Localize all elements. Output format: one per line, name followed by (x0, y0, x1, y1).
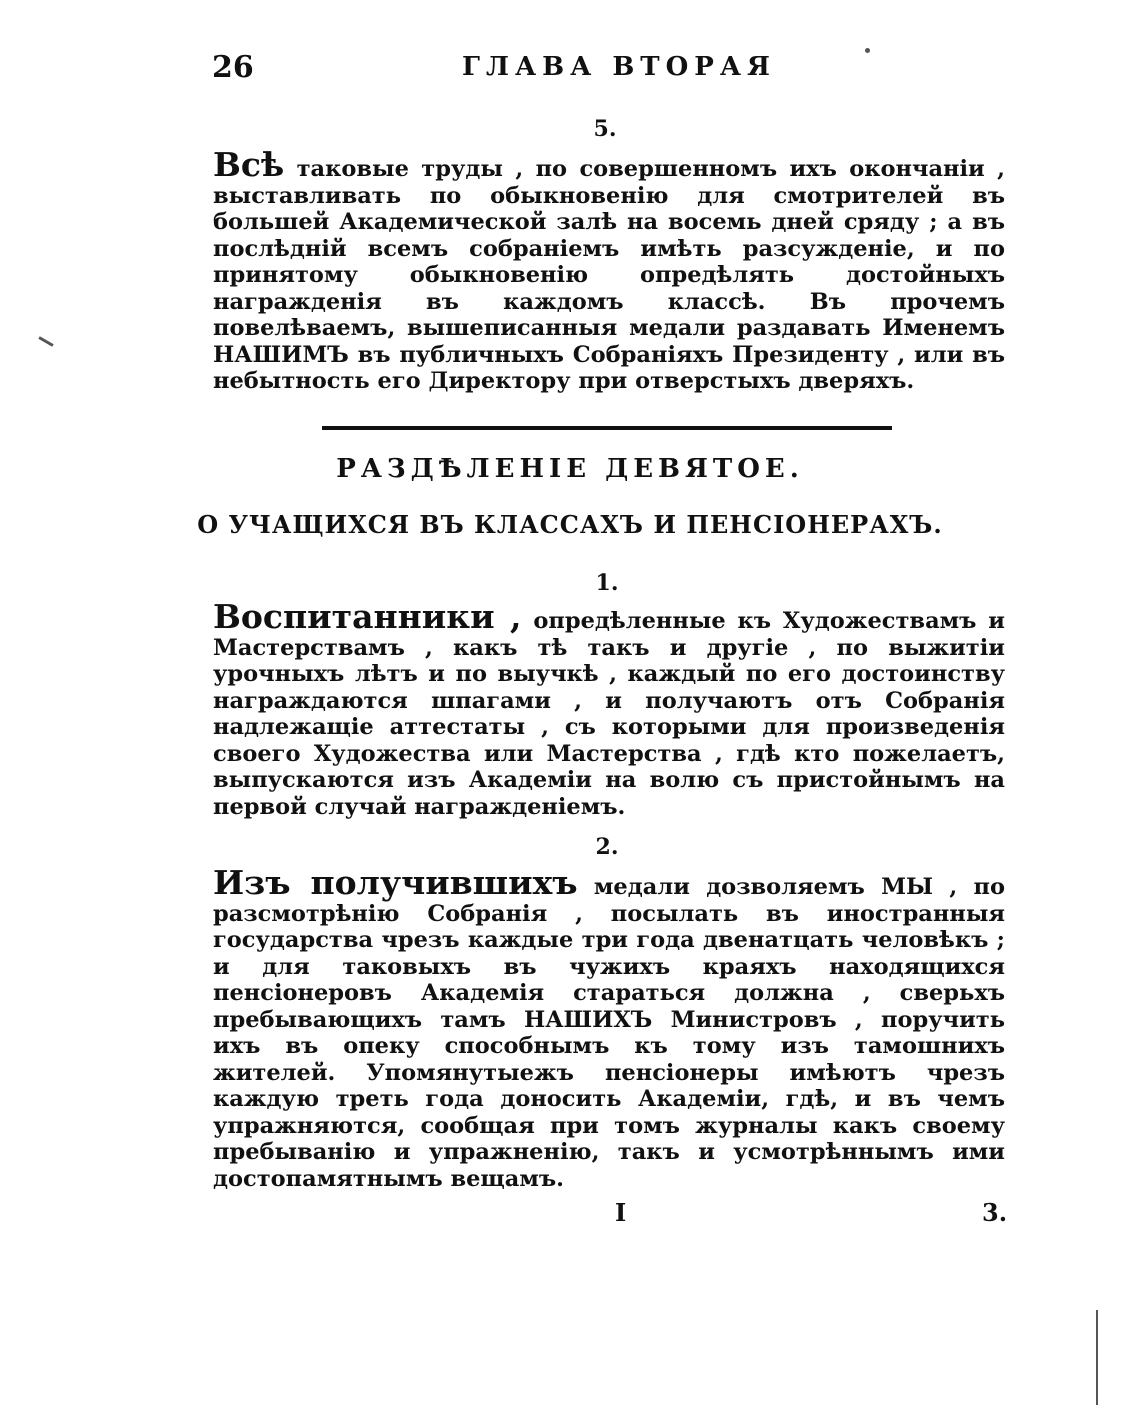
division-title: РАЗДѢЛЕНIЕ ДЕВЯТОЕ. (336, 454, 804, 484)
paragraph-lead-word: Воспитанники , (213, 597, 522, 636)
page-number: 26 (212, 50, 254, 85)
paragraph-lead-word: Изъ получившихъ (213, 863, 578, 902)
paragraph-section-1 (213, 597, 1005, 820)
catchword: 3. (982, 1198, 1008, 1227)
paragraph-lead-word: Всѣ (213, 145, 285, 184)
ink-speck (1096, 1310, 1098, 1405)
paragraph-text: опредѣленные къ Художествамъ и Мастерствамъ , какъ тѣ такъ и другiе , по выжитiи урочныхъ лѣтъ и по выучкѣ , каждый по его достоинству награждаются шпагами , и получаютъ отъ Собранiя надлежащiе аттестаты , съ которыми для произведенiя своего Художества или Мастерства , гдѣ кто пожелаетъ, выпускаются изъ Академiи на волю съ пристойнымъ на первой случай награжденiемъ. (213, 608, 1005, 820)
running-head (212, 50, 1002, 95)
signature-mark: I (615, 1198, 627, 1227)
ink-speck (38, 336, 53, 347)
paragraph-text: медали дозволяемъ МЫ , по разсмотрѣнiю Собранiя , посылать въ иностранныя государства чрезъ каждые три года двенатцать человѣкъ ; и для таковыхъ въ чужихъ краяхъ находящихся пенсiонеровъ Академiя стараться должна , сверьхъ пребывающихъ тамъ НАШИХЪ Министровъ , поручить ихъ въ опеку способнымъ къ тому изъ тамошнихъ жителей. Упомянутыежъ пенсiонеры имѣютъ чрезъ каждую треть года доносить Академiи, гдѣ, и въ чемъ упражняются, сообщая при томъ журналы какъ своему пребыванiю и упражненiю, такъ и усмотрѣннымъ ими достопамятнымъ вещамъ. (213, 874, 1005, 1192)
section-number-5: 5. (593, 116, 617, 142)
section-number-1: 1. (595, 570, 619, 596)
paragraph-section-2 (213, 863, 1005, 1192)
section-divider-rule (322, 426, 892, 430)
paragraph-text: таковые труды , по совершенномъ ихъ окончанiи , выставливать по обыкновенiю для смотрителей въ большей Академической залѣ на восемь дней сряду ; а въ послѣднiй всемъ собранiемъ имѣть разсужденiе, и по принятому обыкновенiю опредѣлять достойныхъ награжденiя въ каждомъ классѣ. Въ прочемъ повелѣваемъ, вышеписанныя медали раздавать Именемъ НАШИМЪ въ публичныхъ Собранiяхъ Президенту , или въ небытность его Директору при отверстыхъ дверяхъ. (213, 156, 1005, 394)
ink-speck (865, 48, 870, 53)
section-number-2: 2. (595, 834, 619, 860)
paragraph-section-5 (213, 145, 1005, 395)
chapter-title: ГЛАВА ВТОРАЯ (462, 52, 776, 82)
division-subtitle: О УЧАЩИХСЯ ВЪ КЛАССАХЪ И ПЕНСIОНЕРАХЪ. (197, 510, 943, 539)
